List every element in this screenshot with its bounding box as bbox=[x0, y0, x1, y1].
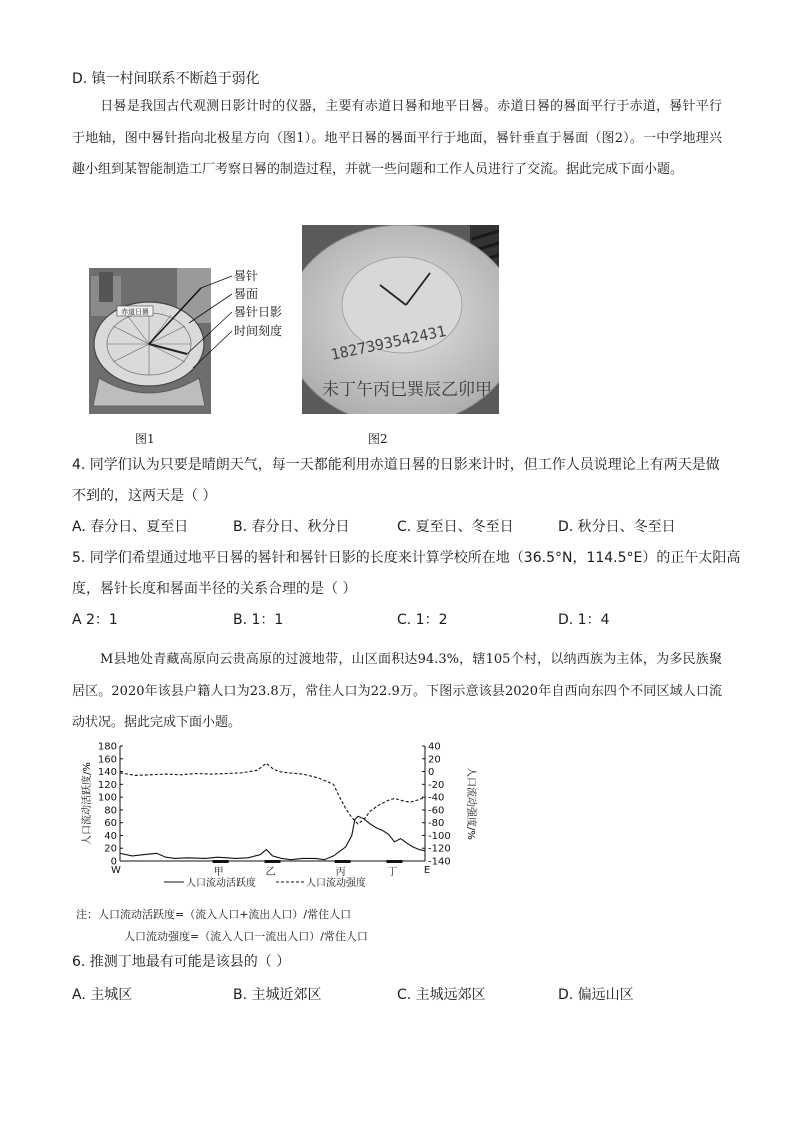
right-tick-label: -20 bbox=[428, 779, 445, 791]
q5-option-b[interactable]: B. 1：1 bbox=[233, 612, 284, 628]
right-tick-label: 40 bbox=[428, 741, 441, 753]
series-flow-activity-line bbox=[120, 816, 425, 859]
left-tick-label: 60 bbox=[104, 818, 117, 830]
figure-1-equatorial-sundial bbox=[89, 268, 294, 414]
region-marker bbox=[213, 860, 229, 863]
x-start-label: W bbox=[111, 865, 121, 876]
region-marker bbox=[265, 860, 281, 863]
left-tick-label: 160 bbox=[97, 754, 117, 766]
left-tick-label: 100 bbox=[97, 792, 117, 804]
sundial-passage bbox=[72, 91, 722, 186]
left-tick-label: 80 bbox=[104, 805, 117, 817]
region-label: 丁 bbox=[387, 867, 398, 878]
region-marker bbox=[387, 860, 403, 863]
figure-1-caption: 图1 bbox=[135, 432, 155, 446]
question-5-stem-line2: 度，晷针长度和晷面半径的关系合理的是（ ） bbox=[72, 581, 357, 597]
left-tick-label: 120 bbox=[97, 779, 117, 791]
question-4-stem-line2: 不到的，这两天是（ ） bbox=[72, 488, 217, 504]
chart-note-1: 注：人口流动活跃度=（流入人口+流出人口）/常住人口 bbox=[76, 908, 352, 921]
left-tick-label: 40 bbox=[104, 830, 117, 842]
figure-2-horizontal-sundial bbox=[302, 225, 499, 414]
q4-option-a[interactable]: A. 春分日、夏至日 bbox=[72, 519, 189, 535]
question-5-stem-line1: 5. 同学们希望通过地平日晷的晷针和晷针日影的长度来计算学校所在地（36.5°N，114.5°E）的正午太阳高 bbox=[72, 550, 741, 566]
right-axis-label: 人口流动强度/% bbox=[465, 767, 476, 840]
region-label: 乙 bbox=[265, 867, 276, 878]
figure-2-caption: 图2 bbox=[368, 432, 388, 446]
dial-numbers: 1827393542431 bbox=[329, 321, 448, 364]
q4-option-d[interactable]: D. 秋分日、冬至日 bbox=[558, 519, 676, 535]
right-tick-label: -40 bbox=[428, 792, 445, 804]
right-tick-label: -120 bbox=[428, 843, 451, 855]
region-label: 甲 bbox=[213, 867, 224, 878]
right-tick-label: -140 bbox=[428, 856, 451, 868]
label-gnomon-shadow: 晷针日影 bbox=[234, 305, 283, 319]
right-tick-label: 0 bbox=[428, 767, 435, 779]
q4-option-b[interactable]: B. 春分日、秋分日 bbox=[233, 519, 350, 535]
left-tick-label: 180 bbox=[97, 741, 117, 753]
county-passage-text: M县地处青藏高原向云贵高原的过渡地带，山区面积达94.3%，辖105个村，以纳西族为主体，为多民族聚居区。2020年该县户籍人口为23.8万，常住人口为22.9万。下图示意该县2020年自西向东四个不同区域人口流动状况。据此完成下面小题。 bbox=[72, 652, 722, 730]
question-4-stem-line1: 4. 同学们认为只要是晴朗天气，每一天都能利用赤道日晷的日影来计时，但工作人员说理论上有两天是做 bbox=[72, 457, 720, 473]
q6-option-a[interactable]: A. 主城区 bbox=[72, 987, 133, 1003]
region-marker bbox=[335, 860, 351, 863]
right-tick-label: -100 bbox=[428, 830, 451, 842]
right-tick-label: -60 bbox=[428, 805, 445, 817]
previous-option-d: D. 镇一村间联系不断趋于弱化 bbox=[72, 71, 260, 87]
label-dial-face: 晷面 bbox=[234, 287, 259, 301]
legend-intensity-label: 人口流动强度 bbox=[306, 878, 366, 889]
county-passage bbox=[72, 644, 722, 739]
population-flow-chart bbox=[80, 740, 480, 898]
q6-option-c[interactable]: C. 主城远郊区 bbox=[397, 987, 486, 1003]
left-tick-label: 140 bbox=[97, 767, 117, 779]
right-tick-label: 20 bbox=[428, 754, 441, 766]
q5-option-c[interactable]: C. 1：2 bbox=[397, 612, 448, 628]
left-axis-label: 人口流动活跃度/% bbox=[82, 762, 93, 845]
region-label: 丙 bbox=[335, 867, 346, 878]
q6-option-b[interactable]: B. 主城近郊区 bbox=[233, 987, 322, 1003]
label-gnomon: 晷针 bbox=[234, 269, 259, 283]
legend-activity-label: 人口流动活跃度 bbox=[186, 878, 256, 889]
sundial-passage-text: 日晷是我国古代观测日影计时的仪器，主要有赤道日晷和地平日晷。赤道日晷的晷面平行于赤道，晷针平行于地轴，图中晷针指向北极星方向（图1）。地平日晷的晷面平行于地面，晷针垂直于晷面（图2）。一中学地理兴趣小组到某智能制造工厂考察日晷的制造过程，并就一些问题和工作人员进行了交流。据此完成下面小题。 bbox=[72, 99, 722, 177]
label-time-scale: 时间刻度 bbox=[234, 324, 283, 338]
question-6-stem: 6. 推测丁地最有可能是该县的（ ） bbox=[72, 954, 291, 970]
series-flow-intensity-line bbox=[120, 763, 425, 824]
dial-plate-text: 赤道日晷 bbox=[121, 308, 149, 316]
q4-option-c[interactable]: C. 夏至日、冬至日 bbox=[397, 519, 514, 535]
q5-option-a[interactable]: A 2：1 bbox=[72, 612, 118, 628]
q5-option-d[interactable]: D. 1：4 bbox=[558, 612, 610, 628]
q6-option-d[interactable]: D. 偏远山区 bbox=[558, 987, 634, 1003]
right-tick-label: -80 bbox=[428, 818, 445, 830]
left-tick-label: 20 bbox=[104, 843, 117, 855]
left-tick-label: 0 bbox=[110, 856, 117, 868]
chart-note-2: 人口流动强度=（流入人口一流出人口）/常住人口 bbox=[124, 930, 368, 943]
x-end-label: E bbox=[423, 865, 431, 876]
dial-characters: 未丁午丙巳巽辰乙卯甲 bbox=[322, 380, 492, 400]
